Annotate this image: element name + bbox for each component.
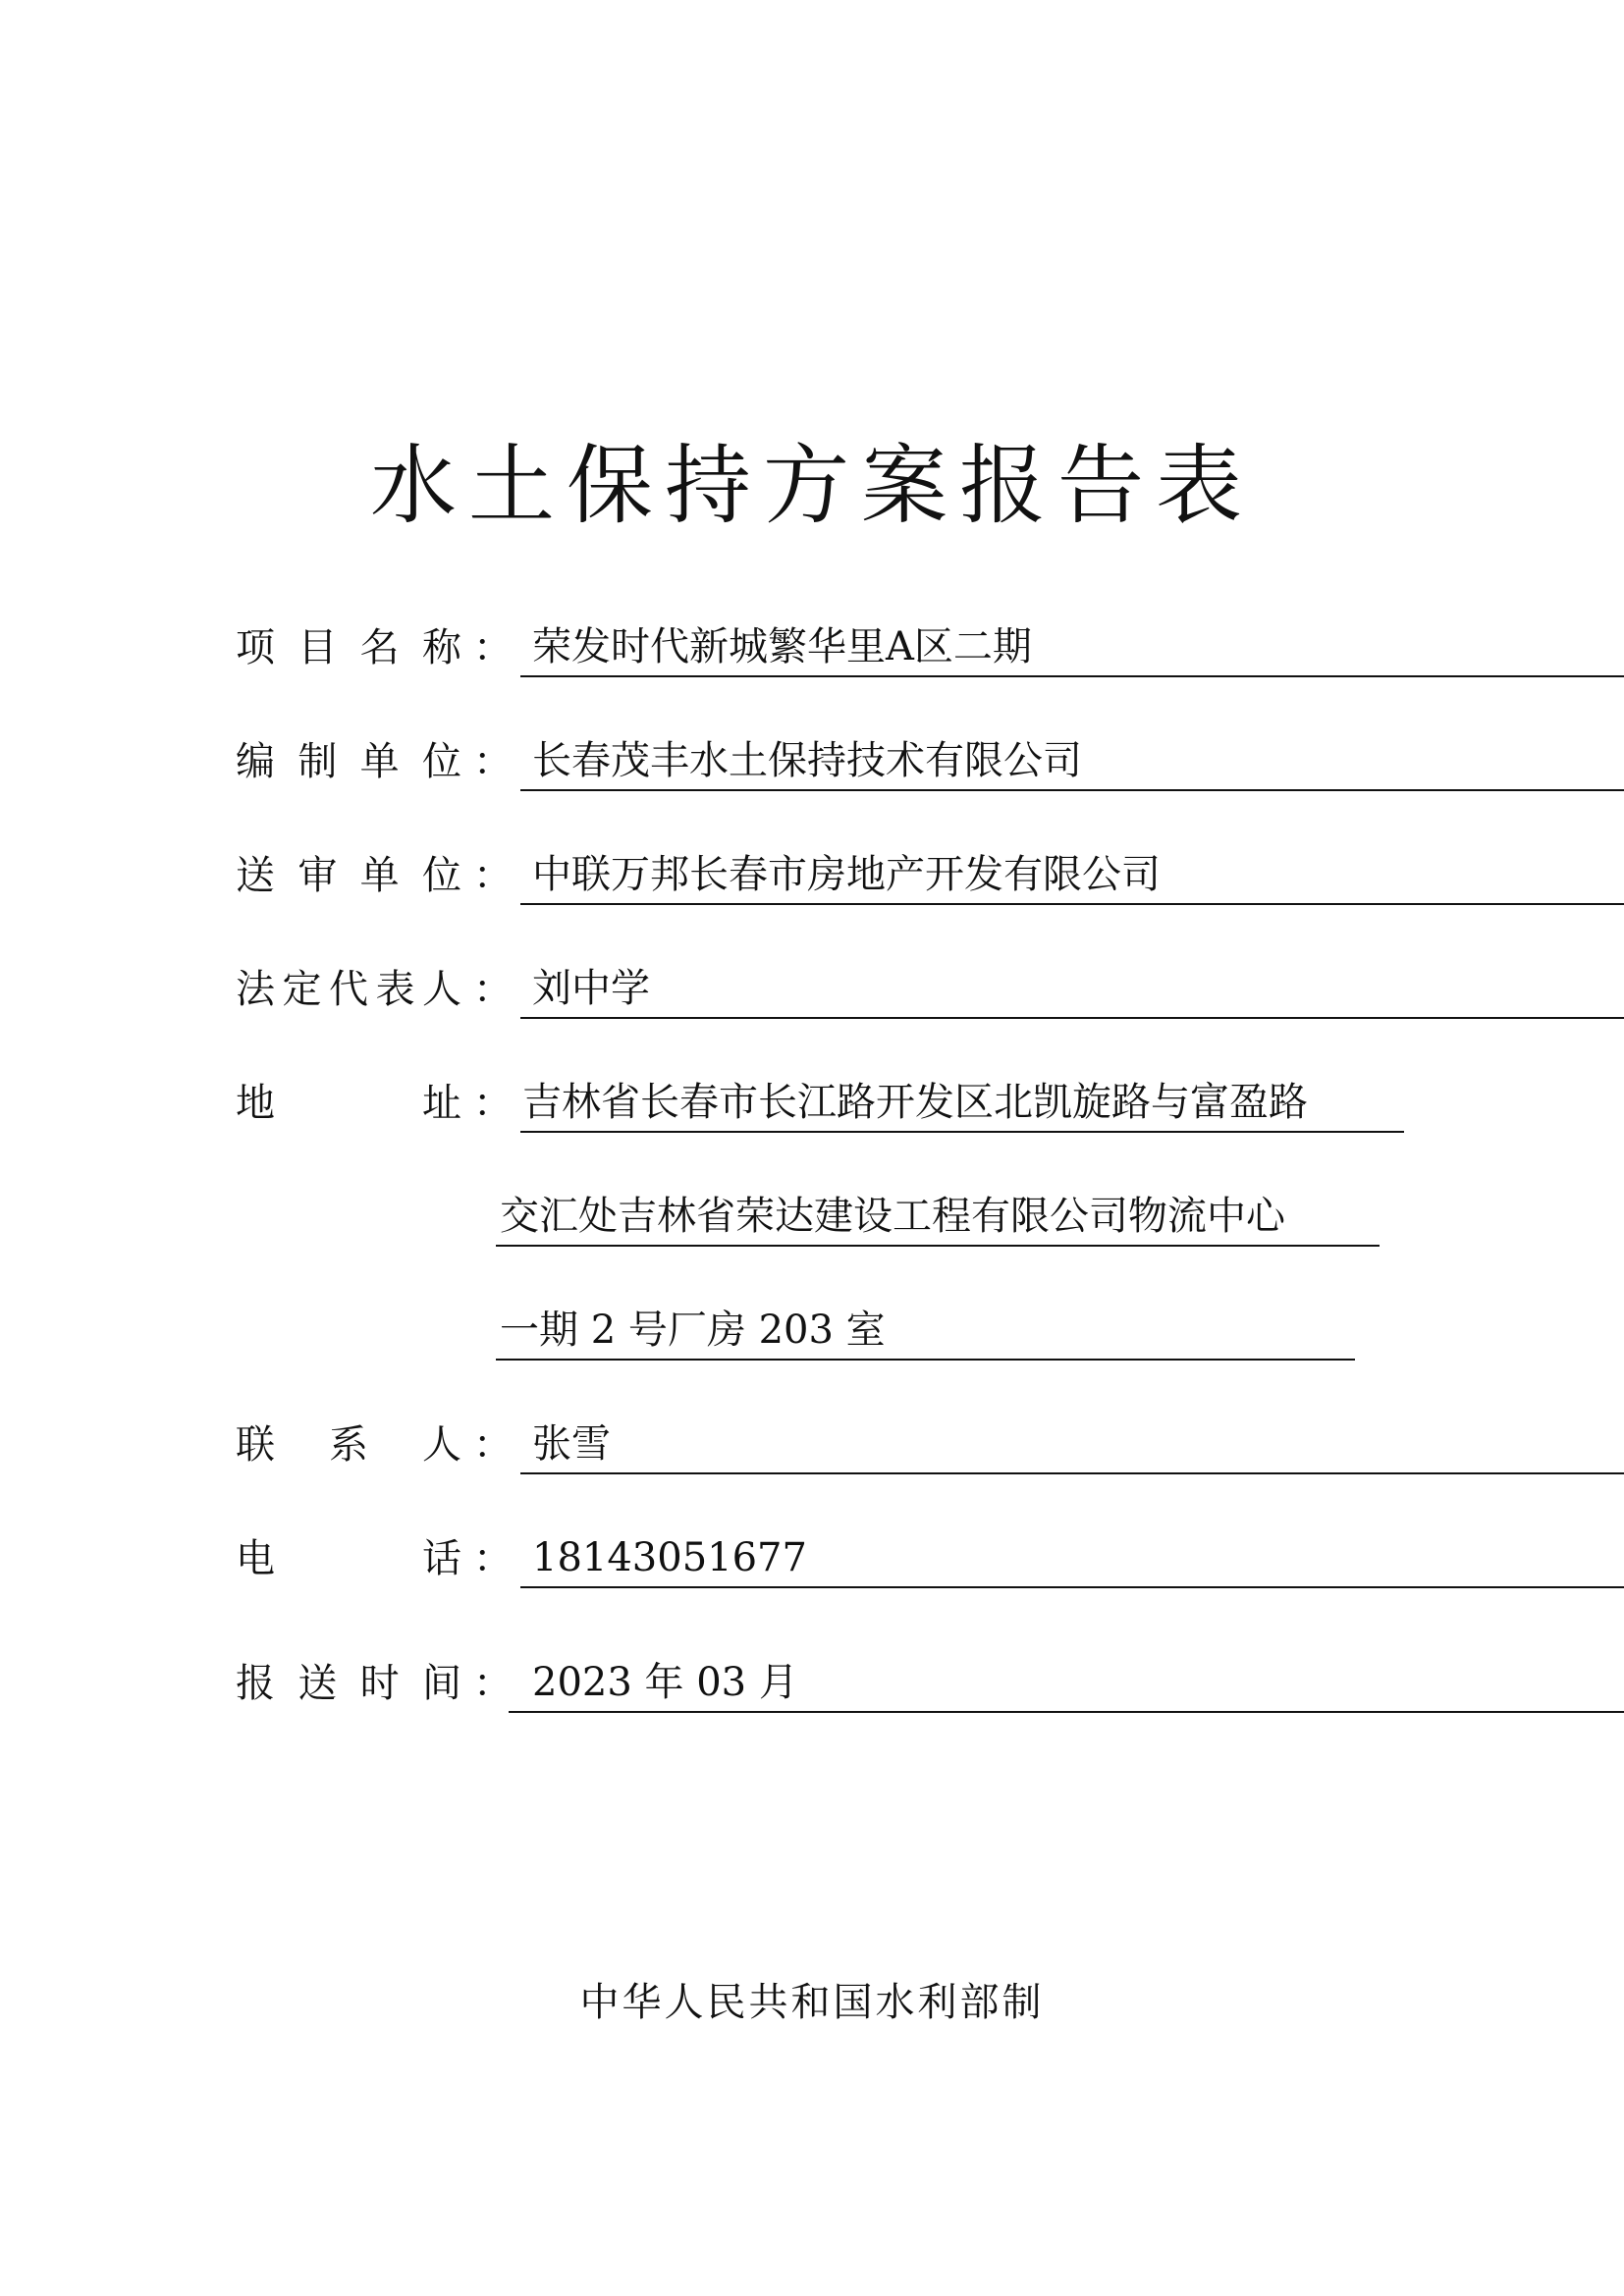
issuer-footer: 中华人民共和国水利部制 [579,1980,1045,2025]
address-line-3: 一期 2 号厂房 203 室 [496,1302,1355,1361]
address-line-2: 交汇处吉林省荣达建设工程有限公司物流中心 [496,1188,1380,1247]
field-label: 联 系 人 [236,1422,461,1468]
address-line-1: 吉林省长春市长江路开发区北凯旋路与富盈路 [520,1074,1404,1133]
field-label: 报 送 时 间 [236,1661,461,1706]
legal-rep-value: 刘中学 [520,960,1624,1019]
field-colon: ： [473,967,513,1012]
contact-value: 张雪 [520,1415,1624,1474]
submitter-value: 中联万邦长春市房地产开发有限公司 [520,846,1624,905]
phone-value: 18143051677 [520,1529,1624,1588]
field-colon: ： [473,1536,513,1581]
field-colon: ： [473,1661,513,1706]
field-label: 地 址 [236,1081,461,1126]
field-label: 项 目 名 称 [236,625,461,670]
compiler-value: 长春茂丰水土保持技术有限公司 [520,732,1624,791]
field-label: 电 话 [236,1536,461,1581]
field-colon: ： [473,1081,513,1126]
field-colon: ： [473,739,513,784]
field-label: 送 审 单 位 [236,853,461,898]
field-label: 法 定 代 表 人 [236,967,461,1012]
field-label: 编 制 单 位 [236,739,461,784]
field-colon: ： [473,853,513,898]
field-colon: ： [473,1422,513,1468]
field-colon: ： [473,625,513,670]
submit-date-value: 2023 年 03 月 [509,1654,1624,1713]
document-title: 水土保持方案报告表 [369,435,1254,536]
project-name-value: 荣发时代新城繁华里A区二期 [520,618,1624,677]
